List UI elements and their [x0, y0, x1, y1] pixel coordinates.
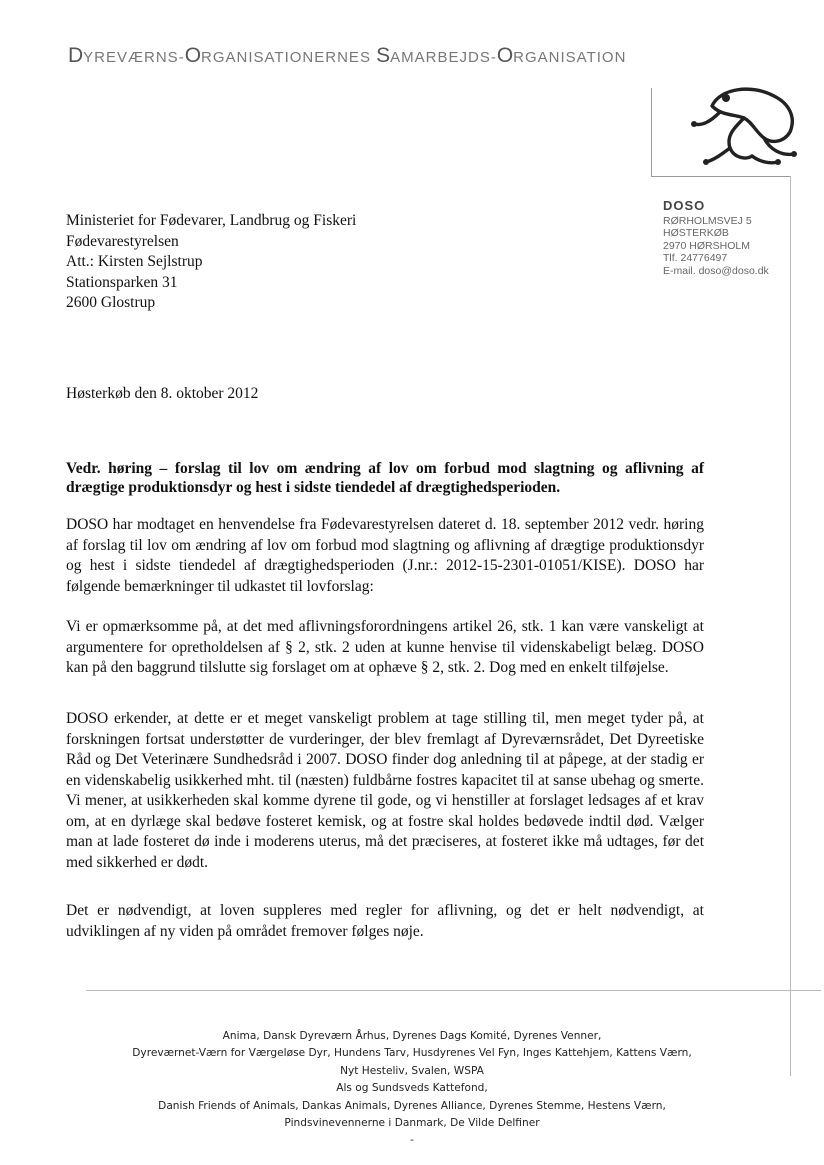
recipient-line: Fødevarestyrelsen — [66, 232, 179, 250]
sender-street: RØRHOLMSVEJ 5 — [663, 214, 752, 227]
frog-logo-icon — [690, 78, 800, 168]
letterhead-cap: S — [376, 44, 391, 67]
footer-divider — [86, 990, 821, 991]
recipient-address — [66, 211, 356, 314]
body-paragraph: Vi er opmærksomme på, at det med aflivningsforordningens artikel 26, stk. 1 kan være vanskeligt at argumentere for opretholdelsen af § 2, stk. 2 uden at kunne henvise til videnskabeligt belæg. DOSO kan på den baggrund tilslutte sig forslaget om at ophæve § 2, stk. 2. Dog med en enkelt tilføjelse. — [66, 618, 704, 676]
letterhead-cap: O — [184, 44, 202, 67]
sender-name: DOSO — [663, 198, 706, 213]
recipient-line: Ministeriet for Fødevarer, Landbrug og Fiskeri — [66, 212, 357, 229]
recipient-line: Stationsparken 31 — [66, 273, 178, 291]
sender-postal: 2970 HØRSHOLM — [663, 239, 750, 252]
letterhead-cap: O — [496, 44, 514, 67]
footer-mark: - — [410, 1134, 414, 1147]
letter-date: Høsterkøb den 8. oktober 2012 — [66, 385, 259, 402]
sender-email: E-mail. doso@doso.dk — [663, 264, 769, 277]
letterhead-horizontal-rule — [651, 176, 791, 177]
sender-town: HØSTERKØB — [663, 227, 729, 239]
letterhead-text: AMARBEJDS- — [390, 49, 497, 66]
footer-line: Dyreværnet-Værn for Værgeløse Dyr, Hundens Tarv, Husdyrenes Vel Fyn, Inges Kattehjem, Kattens Værn, — [132, 1047, 692, 1060]
footer-line: Pindsvinevennerne i Danmark, De Vilde Delfiner — [284, 1117, 540, 1130]
organization-letterhead — [68, 44, 626, 68]
footer-line: Nyt Hesteliv, Svalen, WSPA — [340, 1064, 484, 1077]
recipient-line: 2600 Glostrup — [66, 294, 156, 311]
footer-line: Als og Sundsveds Kattefond, — [336, 1082, 488, 1095]
body-paragraph: Det er nødvendigt, at loven suppleres med regler for aflivning, og det er helt nødvendigt, at udviklingen af ny viden på området fremover følges nøje. — [66, 902, 704, 940]
sender-address-block — [663, 200, 769, 277]
letterhead-text: RGANISATION — [513, 49, 627, 66]
right-margin-rule — [790, 176, 791, 1076]
body-paragraph: DOSO erkender, at dette er et meget vanskeligt problem at tage stilling til, men meget tyder på, at forskningen fortsat understøtter de vurderinger, der blev fremlagt af Dyreværnsrådet, Det Dyreetiske Råd og Det Veterinære Sundhedsråd i 2007. DOSO finder dog anledning til at påpege, at der stadig er en videnskabelig usikkerhed mht. til (næsten) fuldbårne fostres kapacitet til at sanse ubehag og smerte. Vi mener, at usikkerheden skal komme dyrene til gode, og vi henstiller at forslaget ledsages af et krav om, at en dyrlæge skal bedøve fosteret kemisk, og at fostre skal holdes bedøvede indtil død. Vælger man at lade fosteret dø inde i moderens uterus, må det præciseres, at fosteret ikke må udtages, før det med sikkerhed er dødt. — [66, 710, 704, 871]
member-organizations-footer — [0, 1028, 824, 1150]
letterhead-text: YREVÆRNS- — [83, 49, 185, 66]
letterhead-vertical-rule — [651, 88, 652, 176]
body-paragraph: DOSO har modtaget en henvendelse fra Fødevarestyrelsen dateret d. 18. september 2012 vedr. høring af forslag til lov om ændring af lov om forbud mod slagtning og aflivning af drægtige produktionsdyr og hest i sidste tiendedel af drægtighedsperioden (J.nr.: 2012-15-2301-01051/KISE). DOSO har følgende bemærkninger til udkastet til lovforslag: — [66, 516, 704, 595]
letterhead-cap: D — [68, 44, 84, 67]
sender-phone: Tlf. 24776497 — [663, 252, 728, 264]
footer-line: Danish Friends of Animals, Dankas Animals, Dyrenes Alliance, Dyrenes Stemme, Hestens Værn, — [158, 1099, 666, 1112]
letterhead-text: RGANISATIONERNES — [201, 49, 377, 66]
footer-line: Anima, Dansk Dyreværn Århus, Dyrenes Dags Komité, Dyrenes Venner, — [222, 1030, 602, 1042]
letter-subject: Vedr. høring – forslag til lov om ændring af lov om forbud mod slagtning og aflivning af drægtige produktionsdyr og hest i sidste tiendedel af drægtighedsperioden. — [66, 460, 704, 496]
recipient-line: Att.: Kirsten Sejlstrup — [66, 253, 203, 270]
